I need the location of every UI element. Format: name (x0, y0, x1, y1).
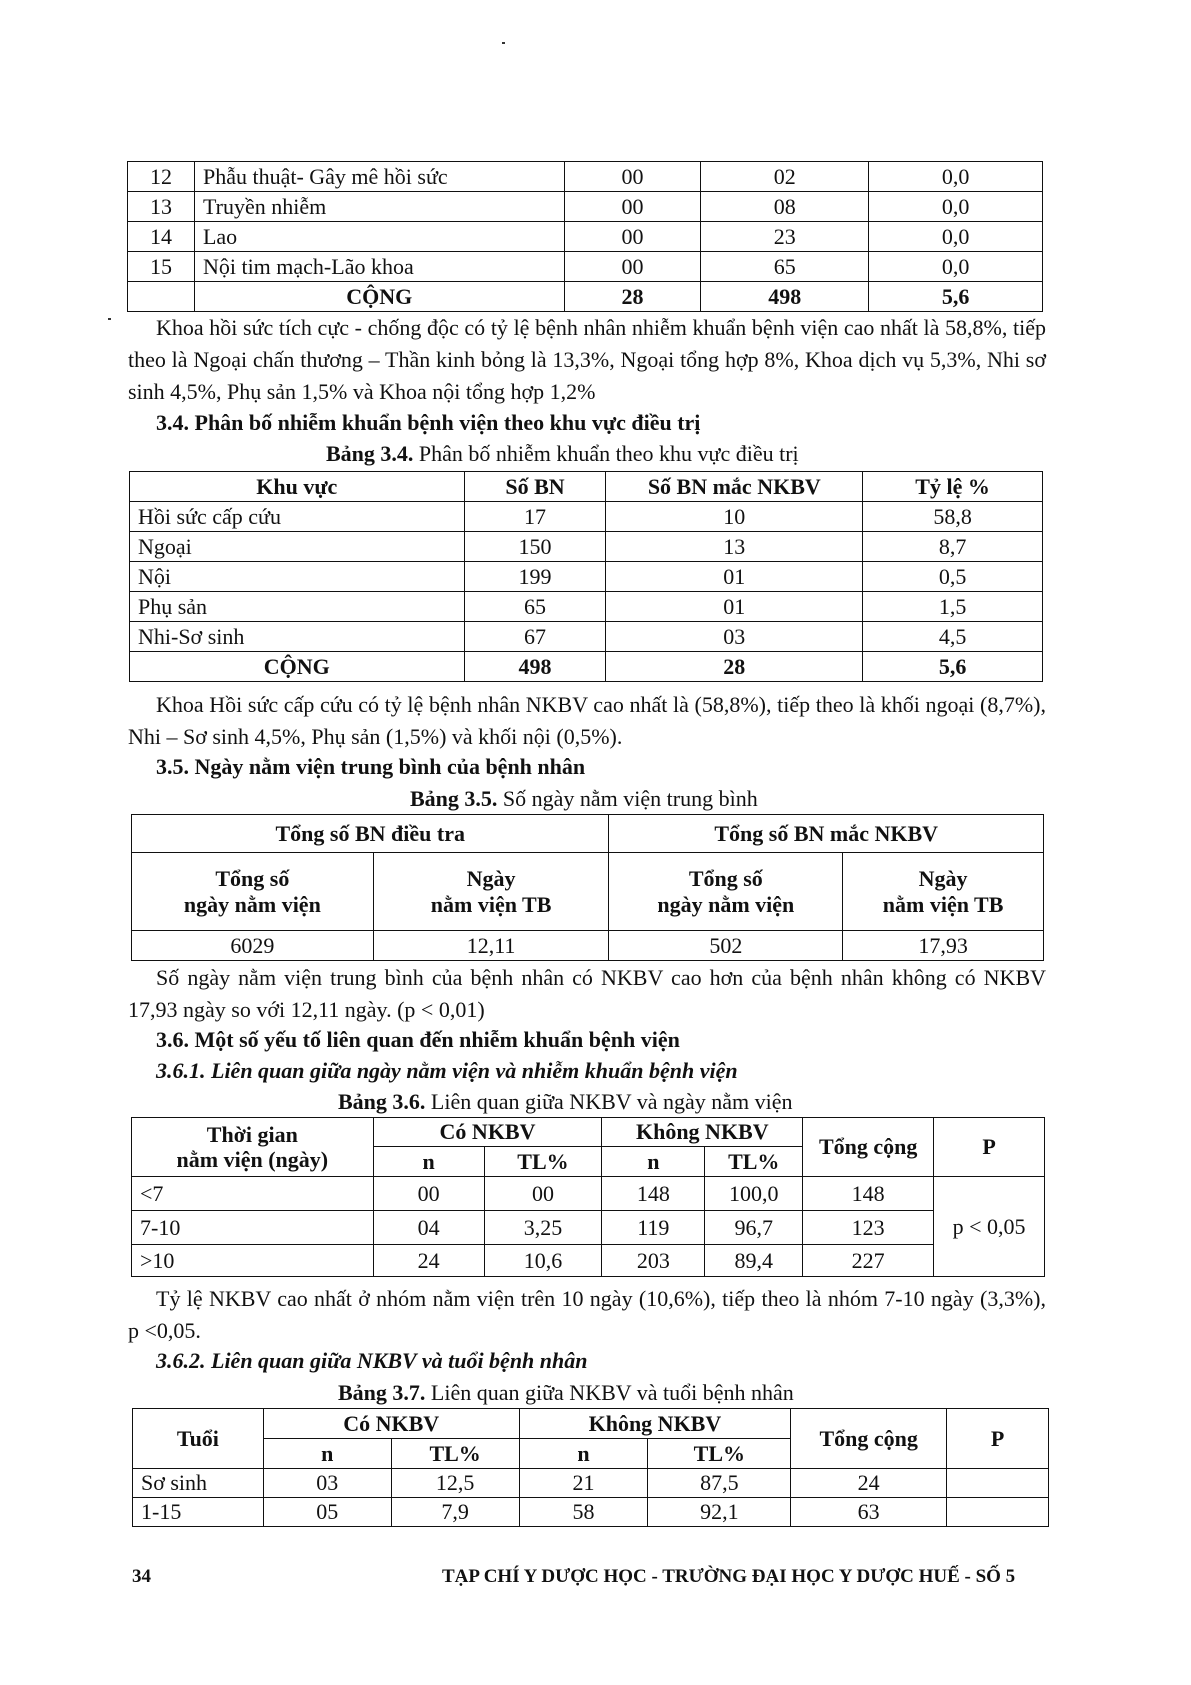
table-3-4 (129, 471, 1043, 682)
paragraph: Tỷ lệ NKBV cao nhất ở nhóm nằm viện trên 10 ngày (10,6%), tiếp theo là nhóm 7-10 ngày (3,3%), p <0,05. (128, 1286, 1046, 1343)
table-header-row: Tổng số BN điều tra Tổng số BN mắc NKBV (132, 815, 1044, 853)
table-row: 12 Phẫu thuật- Gây mê hồi sức 00 02 0,0 (128, 162, 1043, 192)
table-continuation (127, 161, 1043, 312)
table-caption: Bảng 3.6. Liên quan giữa NKBV và ngày nằm viện (338, 1089, 793, 1114)
table-row: Ngoại 150 13 8,7 (130, 532, 1043, 562)
subsection-heading: 3.6.1. Liên quan giữa ngày nằm viện và nhiễm khuẩn bệnh viện (156, 1058, 738, 1083)
table-3-5 (131, 814, 1044, 961)
section-heading: 3.6. Một số yếu tố liên quan đến nhiễm khuẩn bệnh viện (156, 1027, 680, 1052)
paragraph: Khoa hồi sức tích cực - chống độc có tỷ lệ bệnh nhân nhiễm khuẩn bệnh viện cao nhất là 58,8%, tiếp theo là Ngoại chấn thương – Thần kinh bỏng là 13,3%, Ngoại tổng hợp 8%, Khoa dịch vụ 5,3%, Nhi sơ sinh 4,5%, Phụ sản 1,5% và Khoa nội tổng hợp 1,2% (128, 315, 1046, 404)
scan-mark (108, 318, 111, 320)
table-3-7 (132, 1408, 1049, 1527)
table-row: 13 Truyền nhiễm 00 08 0,0 (128, 192, 1043, 222)
table-row: Phụ sản 65 01 1,5 (130, 592, 1043, 622)
table-row: <7 00 00 148 100,0 148 p < 0,05 (132, 1177, 1045, 1211)
table-3-6 (131, 1117, 1045, 1277)
table-row: 15 Nội tim mạch-Lão khoa 00 65 0,0 (128, 252, 1043, 282)
table-row: 7-10 04 3,25 119 96,7 123 (132, 1211, 1045, 1245)
table-row: Nội 199 01 0,5 (130, 562, 1043, 592)
page-number: 34 (132, 1566, 151, 1587)
table-caption: Bảng 3.5. Số ngày nằm viện trung bình (410, 786, 758, 811)
scan-mark (502, 42, 505, 44)
table-row: Nhi-Sơ sinh 67 03 4,5 (130, 622, 1043, 652)
paragraph: Số ngày nằm viện trung bình của bệnh nhân có NKBV cao hơn của bệnh nhân không có NKBV 17,93 ngày so với 12,11 ngày. (p < 0,01) (128, 965, 1046, 1022)
section-heading: 3.5. Ngày nằm viện trung bình của bệnh nhân (156, 754, 586, 779)
journal-footer: TẠP CHÍ Y DƯỢC HỌC - TRƯỜNG ĐẠI HỌC Y DƯỢC HUẾ - SỐ 5 (442, 1566, 1016, 1587)
table-subheader-row: Tổng số ngày nằm viện Ngày nằm viện TB Tổng số ngày nằm viện Ngày nằm viện TB (132, 853, 1044, 931)
table-row: 6029 12,11 502 17,93 (132, 931, 1044, 961)
table-row: Sơ sinh 03 12,5 21 87,5 24 (133, 1469, 1049, 1498)
table-total-row: CỘNG 498 28 5,6 (130, 652, 1043, 682)
paragraph: Khoa Hồi sức cấp cứu có tỷ lệ bệnh nhân NKBV cao nhất là (58,8%), tiếp theo là khối ngoại (8,7%), Nhi – Sơ sinh 4,5%, Phụ sản (1,5%) và khối nội (0,5%). (128, 692, 1046, 749)
table-row: 1-15 05 7,9 58 92,1 63 (133, 1498, 1049, 1527)
table-row: 14 Lao 00 23 0,0 (128, 222, 1043, 252)
table-caption: Bảng 3.7. Liên quan giữa NKBV và tuổi bệnh nhân (338, 1380, 794, 1405)
table-header-row: Tuổi Có NKBV Không NKBV Tổng cộng P (133, 1409, 1049, 1439)
table-header-row: Khu vực Số BN Số BN mắc NKBV Tỷ lệ % (130, 472, 1043, 502)
subsection-heading: 3.6.2. Liên quan giữa NKBV và tuổi bệnh nhân (156, 1348, 588, 1373)
table-subheader-row: n TL% n TL% (133, 1439, 1049, 1469)
table-header-row: Thời gian nằm viện (ngày) Có NKBV Không NKBV Tổng cộng P (132, 1118, 1045, 1147)
section-heading: 3.4. Phân bố nhiễm khuẩn bệnh viện theo khu vực điều trị (156, 410, 701, 435)
table-caption: Bảng 3.4. Phân bố nhiễm khuẩn theo khu vực điều trị (326, 441, 799, 466)
table-row: Hồi sức cấp cứu 17 10 58,8 (130, 502, 1043, 532)
table-subheader-row: n TL% n TL% (132, 1147, 1045, 1177)
table-total-row: CỘNG 28 498 5,6 (128, 282, 1043, 312)
table-row: >10 24 10,6 203 89,4 227 (132, 1245, 1045, 1277)
